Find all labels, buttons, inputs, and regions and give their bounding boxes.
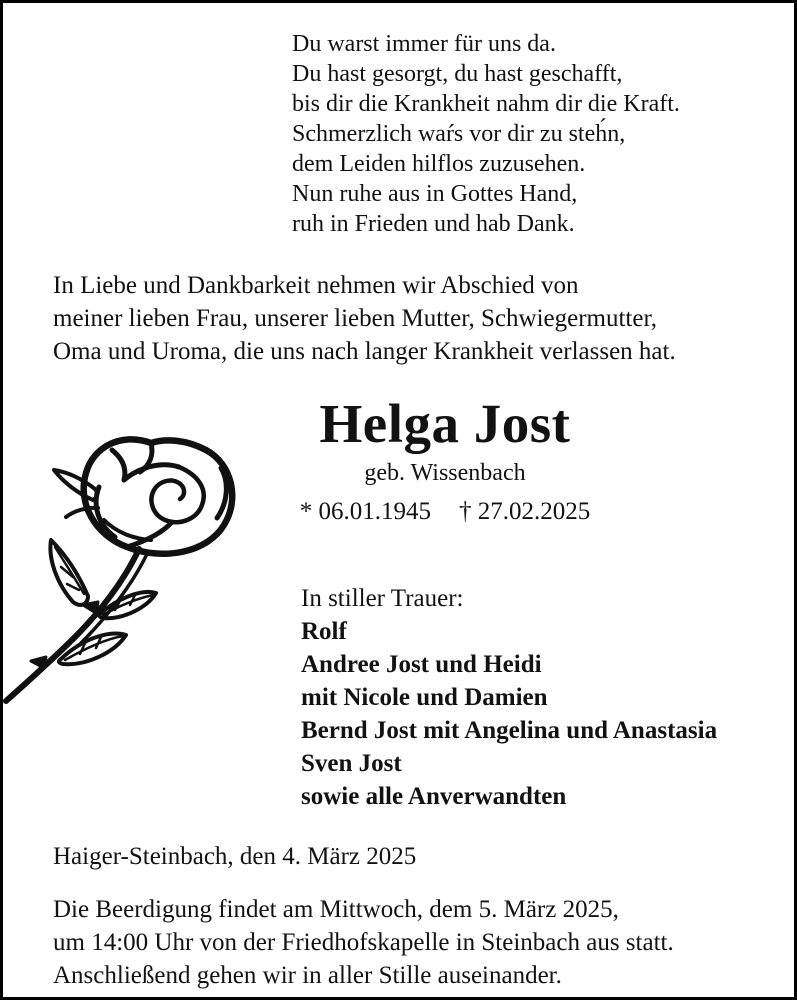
poem-line: dem Leiden hilflos zuzusehen. [292,151,586,177]
dagger-symbol: † [459,497,472,525]
deceased-block [265,395,625,526]
farewell-line: Oma und Uroma, die uns nach langer Krankheit verlassen hat. [53,338,676,365]
farewell-line: meiner lieben Frau, unserer lieben Mutter, Schwiegermutter, [53,305,658,332]
deceased-name: Helga Jost [319,393,571,454]
death-date [459,498,590,525]
mourner-name: Sven Jost [301,750,402,777]
poem-line: Schmerzlich waŕs vor dir zu steh́n, [292,121,626,147]
life-dates [265,498,625,526]
mourners-heading: In stiller Trauer: [301,585,464,612]
funeral-line: um 14:00 Uhr von der Friedhofskapelle in Steinbach aus statt. [53,929,674,956]
poem-line: ruh in Frieden und hab Dank. [292,211,575,237]
death-date-value: 27.02.2025 [477,497,591,525]
funeral-line: Anschließend gehen wir in aller Stille auseinander. [53,962,562,989]
farewell-statement [53,269,676,368]
birth-date [300,498,431,525]
farewell-line: In Liebe und Dankbarkeit nehmen wir Abschied von [53,272,579,299]
poem-line: Nun ruhe aus in Gottes Hand, [292,181,578,207]
mourner-name: sowie alle Anverwandten [301,783,567,810]
mourner-name: mit Nicole und Damien [301,684,548,711]
funeral-line: Die Beerdigung findet am Mittwoch, dem 5. März 2025, [53,896,619,923]
mourner-name: Bernd Jost mit Angelina und Anastasia [301,717,718,744]
rose-illustration [3,427,259,709]
mourners-list [301,582,717,813]
poem-line: Du warst immer für uns da. [292,31,556,57]
birth-date-value: 06.01.1945 [318,497,431,525]
funeral-information [53,893,674,992]
mourner-name: Andree Jost und Heidi [301,651,542,678]
born-symbol: * [299,497,313,525]
place-and-date: Haiger-Steinbach, den 4. März 2025 [53,843,417,870]
poem-line: bis dir die Krankheit nahm dir die Kraft. [292,91,680,117]
mourner-name: Rolf [301,618,347,645]
memorial-poem [292,29,680,239]
poem-line: Du hast gesorgt, du hast geschafft, [292,61,623,87]
maiden-name: geb. Wissenbach [364,459,526,486]
